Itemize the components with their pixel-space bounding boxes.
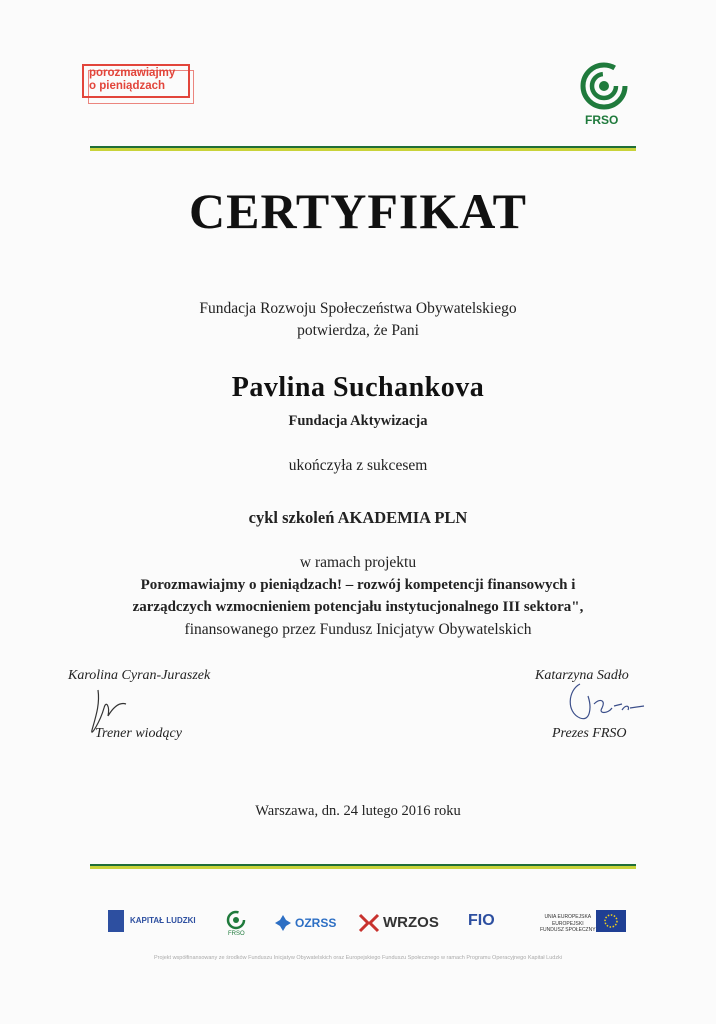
ue-line2: EUROPEJSKI — [551, 920, 584, 927]
kapital-ludzki-logo: KAPITAŁ LUDZKI — [130, 916, 196, 925]
certificate-title: CERTYFIKAT — [189, 183, 527, 239]
frso-small-icon — [226, 910, 246, 930]
bottom-divider — [90, 864, 636, 869]
project-intro: w ramach projektu — [299, 554, 417, 571]
right-signature — [560, 678, 650, 728]
project-title-line2: zarządczych wzmocnieniem potencjału instytucjonalnego III sektora", — [132, 599, 584, 615]
frso-logo — [578, 60, 630, 130]
frso-logo-text: FRSO — [585, 113, 619, 127]
footer-logos — [108, 906, 628, 946]
fio-logo: FIO — [468, 912, 495, 929]
eu-flag-icon — [596, 910, 626, 932]
wrzos-icon — [358, 912, 380, 934]
completion-text: ukończyła z sukcesem — [288, 457, 428, 474]
frso-emblem-icon — [578, 60, 630, 112]
project-title-line1: Porozmawiajmy o pieniądzach! – rozwój kompetencji finansowych i — [140, 577, 576, 593]
right-signer-name: Katarzyna Sadło — [535, 668, 629, 683]
left-signer-name: Karolina Cyran-Juraszek — [68, 668, 211, 683]
wrzos-logo: WRZOS — [383, 914, 439, 931]
frso-small-text: FRSO — [228, 931, 245, 937]
left-signer-role: Trener wiodący — [95, 726, 182, 741]
footer-footnote: Projekt współfinansowany ze środków Funduszu Inicjatyw Obywatelskich oraz Europejskiego Funduszu Społecznego w ramach Programu Operacyjnego Kapitał Ludzki — [153, 955, 563, 961]
logo-text-line1: porozmawiajmy — [89, 67, 176, 79]
kapital-ludzki-icon — [108, 910, 124, 932]
recipient-name: Pavlina Suchankova — [231, 372, 485, 403]
intro-line1: Fundacja Rozwoju Społeczeństwa Obywatelskiego — [199, 300, 517, 317]
place-date: Warszawa, dn. 24 lutego 2016 roku — [255, 803, 461, 819]
project-funding: finansowanego przez Fundusz Inicjatyw Obywatelskich — [184, 621, 532, 638]
ozrss-icon — [274, 914, 292, 932]
recipient-organization: Fundacja Aktywizacja — [288, 413, 428, 429]
ue-logo-text — [540, 914, 596, 934]
intro-line2: potwierdza, że Pani — [297, 322, 419, 339]
course-name: cykl szkoleń AKADEMIA PLN — [248, 508, 468, 527]
porozmawiajmy-logo — [82, 64, 194, 104]
right-signer-role: Prezes FRSO — [552, 726, 627, 741]
logo-text-line2: o pieniądzach — [89, 80, 166, 92]
ozrss-logo: OZRSS — [295, 916, 337, 930]
ue-line1: UNIA EUROPEJSKA — [544, 914, 592, 920]
ue-line3: FUNDUSZ SPOŁECZNY — [540, 927, 596, 933]
top-divider — [90, 146, 636, 151]
